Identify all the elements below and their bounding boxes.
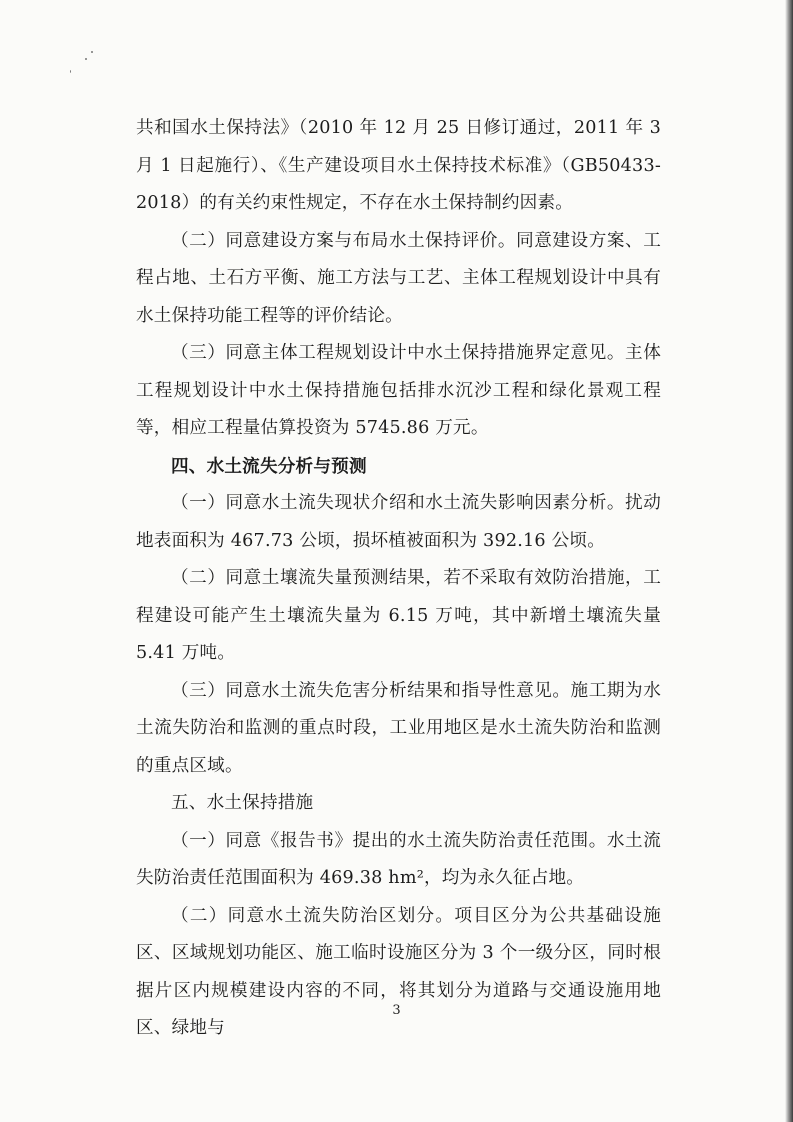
section-heading-5: 五、水土保持措施 (171, 793, 314, 813)
paragraph-5-1: （一）同意《报告书》提出的水土流失防治责任范围。水土流失防治责任范围面积为 469.38 hm²，均为永久征占地。 (136, 830, 661, 888)
paragraph-5-2: （二）同意水土流失防治区划分。项目区分为公共基础设施区、区域规划功能区、施工临时设施区分为 3 个一级分区，同时根据片区内规模建设内容的不同，将其划分为道路与交通设施用地区、绿地与 (136, 905, 661, 1038)
paragraph-4-3: （三）同意水土流失危害分析结果和指导性意见。施工期为水土流失防治和监测的重点时段，工业用地区是水土流失防治和监测的重点区域。 (136, 680, 661, 776)
section-heading-4: 四、水土流失分析与预测 (171, 455, 367, 477)
scan-speck (85, 58, 87, 60)
scan-edge (785, 0, 793, 1122)
paragraph-continuation: 共和国水土保持法》（2010 年 12 月 25 日修订通过，2011 年 3 月 1 日起施行）、《生产建设项目水土保持技术标准》（GB50433-2018）的有关约束性规定，不存在水土保持制约因素。 (136, 118, 661, 213)
document-body (136, 110, 661, 1048)
scan-speck (91, 51, 93, 53)
page-number: 3 (392, 1003, 401, 1018)
paragraph-4-2: （二）同意土壤流失量预测结果，若不采取有效防治措施，工程建设可能产生土壤流失量为 6.15 万吨，其中新增土壤流失量 5.41 万吨。 (136, 568, 661, 663)
paragraph-2-3: （三）同意主体工程规划设计中水土保持措施界定意见。主体工程规划设计中水土保持措施包括排水沉沙工程和绿化景观工程等，相应工程量估算投资为 5745.86 万元。 (136, 343, 661, 438)
paragraph-2-2: （二）同意建设方案与布局水土保持评价。同意建设方案、工程占地、土石方平衡、施工方法与工艺、主体工程规划设计中具有水土保持功能工程等的评价结论。 (136, 230, 661, 326)
paragraph-4-1: （一）同意水土流失现状介绍和水土流失影响因素分析。扰动地表面积为 467.73 公顷，损坏植被面积为 392.16 公顷。 (136, 493, 661, 551)
scan-speck (70, 70, 71, 73)
